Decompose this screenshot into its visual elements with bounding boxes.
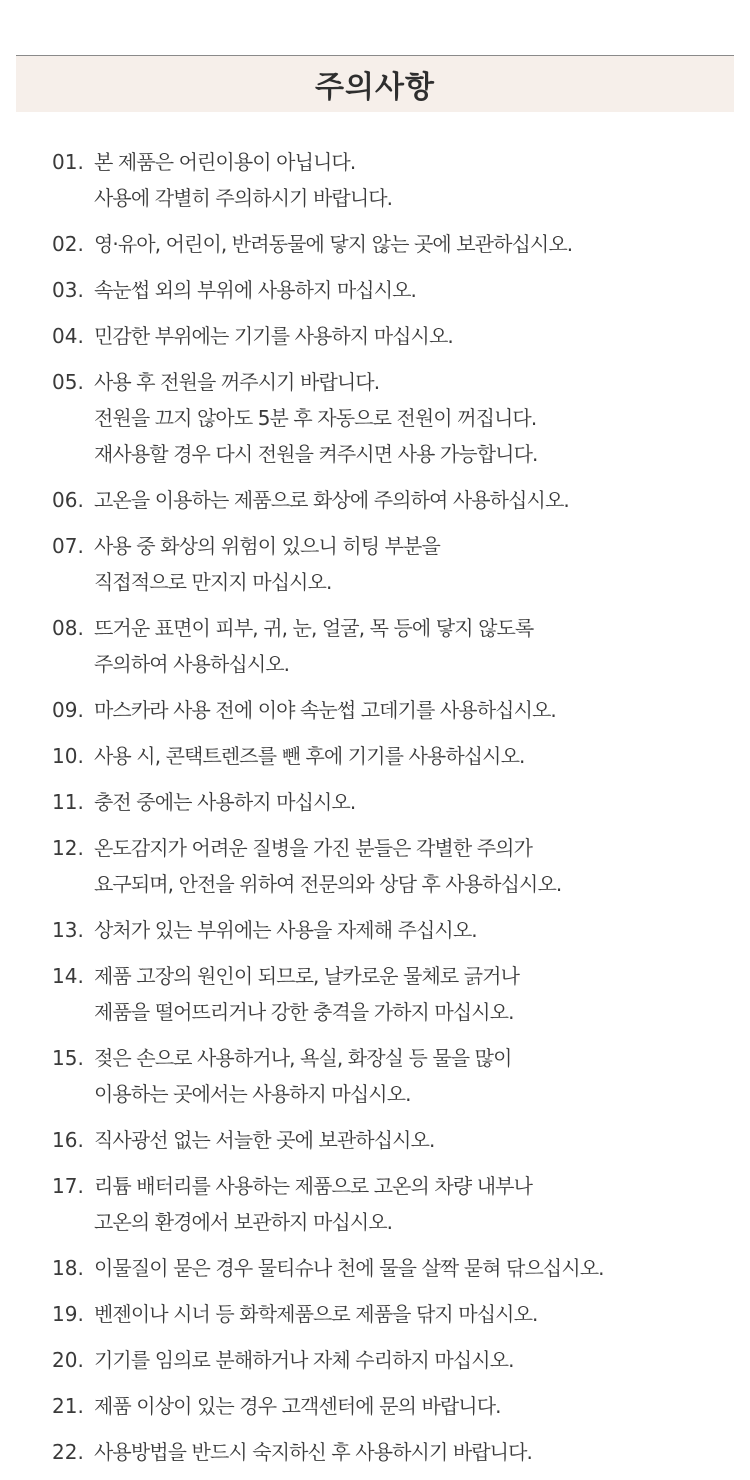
notice-line: 고온의 환경에서 보관하지 마십시오. [94, 1210, 393, 1234]
notice-item [52, 1296, 732, 1332]
notice-text [94, 692, 732, 728]
notice-item [52, 1168, 732, 1240]
notice-text [94, 144, 732, 216]
notice-number: 15. [52, 1046, 84, 1070]
notice-line: 제품 고장의 원인이 되므로, 날카로운 물체로 긁거나 [94, 964, 520, 988]
notice-line: 사용 시, 콘택트렌즈를 뺀 후에 기기를 사용하십시오. [94, 744, 525, 768]
notice-item [52, 1342, 732, 1378]
notice-number: 01. [52, 150, 84, 174]
notice-line: 사용방법을 반드시 숙지하신 후 사용하시기 바랍니다. [94, 1440, 532, 1464]
page-title: 주의사항 [315, 70, 435, 105]
notice-item [52, 610, 732, 682]
notice-number: 10. [52, 744, 84, 768]
notice-text [94, 912, 732, 948]
notice-number: 17. [52, 1174, 84, 1198]
notice-item [52, 1388, 732, 1424]
notice-line: 마스카라 사용 전에 이야 속눈썹 고데기를 사용하십시오. [94, 698, 556, 722]
notice-text [94, 318, 732, 354]
notice-number: 03. [52, 278, 84, 302]
notice-item [52, 738, 732, 774]
notice-number: 02. [52, 232, 84, 256]
notice-text [94, 364, 732, 472]
notice-line: 영·유아, 어린이, 반려동물에 닿지 않는 곳에 보관하십시오. [94, 232, 573, 256]
notice-line: 제품을 떨어뜨리거나 강한 충격을 가하지 마십시오. [94, 1000, 514, 1024]
notice-text [94, 1168, 732, 1240]
notice-number: 16. [52, 1128, 84, 1152]
notice-number: 13. [52, 918, 84, 942]
notice-number: 22. [52, 1440, 84, 1464]
notice-line: 주의하여 사용하십시오. [94, 652, 290, 676]
notice-line: 사용 중 화상의 위험이 있으니 히팅 부분을 [94, 534, 440, 558]
notice-item [52, 528, 732, 600]
notice-line: 요구되며, 안전을 위하여 전문의와 상담 후 사용하십시오. [94, 872, 562, 896]
notice-line: 뜨거운 표면이 피부, 귀, 눈, 얼굴, 목 등에 닿지 않도록 [94, 616, 534, 640]
notice-text [94, 528, 732, 600]
notice-line: 이물질이 묻은 경우 물티슈나 천에 물을 살짝 묻혀 닦으십시오. [94, 1256, 604, 1280]
notice-text [94, 272, 732, 308]
notice-line: 고온을 이용하는 제품으로 화상에 주의하여 사용하십시오. [94, 488, 569, 512]
notice-item [52, 144, 732, 216]
notice-number: 07. [52, 534, 84, 558]
notice-item [52, 1122, 732, 1158]
notice-item [52, 692, 732, 728]
notice-text [94, 738, 732, 774]
notice-number: 14. [52, 964, 84, 988]
notice-text [94, 1122, 732, 1158]
notice-line: 직접적으로 만지지 마십시오. [94, 570, 332, 594]
notice-number: 19. [52, 1302, 84, 1326]
notice-line: 리튬 배터리를 사용하는 제품으로 고온의 차량 내부나 [94, 1174, 532, 1198]
notice-item [52, 226, 732, 262]
notice-text [94, 226, 732, 262]
notice-item [52, 318, 732, 354]
notice-text [94, 1388, 732, 1424]
notice-text [94, 1434, 732, 1470]
notice-line: 본 제품은 어린이용이 아닙니다. [94, 150, 356, 174]
notice-line: 속눈썹 외의 부위에 사용하지 마십시오. [94, 278, 417, 302]
notice-line: 상처가 있는 부위에는 사용을 자제해 주십시오. [94, 918, 477, 942]
notice-line: 전원을 끄지 않아도 5분 후 자동으로 전원이 꺼집니다. [94, 406, 537, 430]
notice-number: 08. [52, 616, 84, 640]
notice-line: 사용에 각별히 주의하시기 바랍니다. [94, 186, 393, 210]
notice-number: 06. [52, 488, 84, 512]
notice-number: 12. [52, 836, 84, 860]
notice-item [52, 958, 732, 1030]
notice-line: 기기를 임의로 분해하거나 자체 수리하지 마십시오. [94, 1348, 514, 1372]
notice-item [52, 272, 732, 308]
notice-text [94, 610, 732, 682]
notice-number: 11. [52, 790, 84, 814]
notice-line: 벤젠이나 시너 등 화학제품으로 제품을 닦지 마십시오. [94, 1302, 538, 1326]
notice-item [52, 1250, 732, 1286]
notice-line: 제품 이상이 있는 경우 고객센터에 문의 바랍니다. [94, 1394, 501, 1418]
notice-number: 05. [52, 370, 84, 394]
notice-item [52, 1040, 732, 1112]
notice-text [94, 784, 732, 820]
notice-line: 사용 후 전원을 꺼주시기 바랍니다. [94, 370, 380, 394]
notice-number: 09. [52, 698, 84, 722]
notice-text [94, 1250, 732, 1286]
notice-text [94, 958, 732, 1030]
notice-item [52, 830, 732, 902]
notice-line: 젖은 손으로 사용하거나, 욕실, 화장실 등 물을 많이 [94, 1046, 512, 1070]
notice-line: 온도감지가 어려운 질병을 가진 분들은 각별한 주의가 [94, 836, 532, 860]
notice-number: 21. [52, 1394, 84, 1418]
notice-text [94, 1342, 732, 1378]
notice-line: 민감한 부위에는 기기를 사용하지 마십시오. [94, 324, 453, 348]
notice-item [52, 1434, 732, 1470]
notice-number: 04. [52, 324, 84, 348]
notice-list [52, 144, 732, 1480]
notice-number: 20. [52, 1348, 84, 1372]
notice-line: 이용하는 곳에서는 사용하지 마십시오. [94, 1082, 411, 1106]
notice-number: 18. [52, 1256, 84, 1280]
notice-item [52, 912, 732, 948]
notice-item [52, 482, 732, 518]
notice-line: 충전 중에는 사용하지 마십시오. [94, 790, 356, 814]
notice-text [94, 830, 732, 902]
header-band [16, 56, 734, 112]
notice-item [52, 364, 732, 472]
notice-text [94, 1296, 732, 1332]
notice-text [94, 1040, 732, 1112]
notice-line: 직사광선 없는 서늘한 곳에 보관하십시오. [94, 1128, 435, 1152]
notice-line: 재사용할 경우 다시 전원을 켜주시면 사용 가능합니다. [94, 442, 538, 466]
notice-text [94, 482, 732, 518]
notice-item [52, 784, 732, 820]
